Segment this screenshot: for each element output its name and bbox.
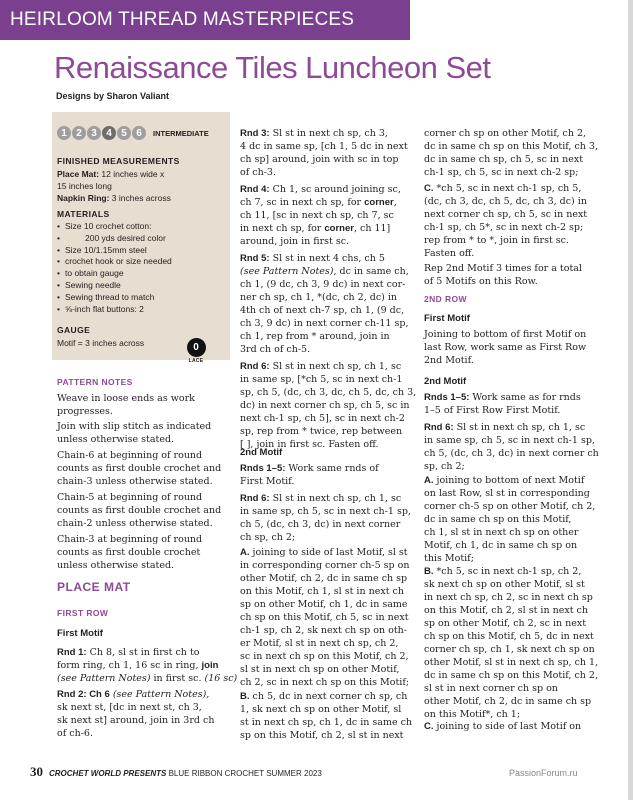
text-line: st in next ch sp, ch 1, dc in same ch bbox=[240, 717, 413, 728]
text-line: sp, ch 2; bbox=[424, 461, 465, 472]
list-item: • 200 yds desired color bbox=[57, 233, 227, 245]
text-line: in same sp, ch 5, sc in next ch-1 sp, bbox=[424, 435, 595, 446]
text-line: C. joining to side of last Motif on bbox=[424, 721, 582, 732]
note-line: counts as first double crochet bbox=[57, 547, 201, 558]
header-banner bbox=[0, 0, 410, 40]
first-motif-heading-2: First Motif bbox=[424, 313, 470, 324]
second-row-heading: 2ND ROW bbox=[424, 294, 467, 304]
text-line: Motif, ch 1, dc in same ch sp on bbox=[424, 540, 578, 551]
note-line: Chain-6 at beginning of round bbox=[57, 450, 203, 461]
second-motif-heading: 2nd Motif bbox=[240, 447, 283, 458]
text-line: ch sp] around, join with sc in top bbox=[240, 154, 399, 165]
level-label: INTERMEDIATE bbox=[153, 128, 209, 138]
text-line: in same sp, ch 5, sc in next ch-1 sp, bbox=[240, 506, 411, 517]
text-line: C. *ch 5, sc in next ch-1 sp, ch 5, bbox=[424, 183, 582, 194]
note-line: chain-2 unless otherwise stated. bbox=[57, 518, 213, 529]
text-line: this Motif; bbox=[424, 553, 474, 564]
text-line: er Motif, sl st in next ch sp, ch 2, bbox=[240, 638, 399, 649]
list-item: • Sewing needle bbox=[57, 280, 227, 292]
list-item: • Size 10 crochet cotton: bbox=[57, 221, 227, 233]
text-line: ch 11, [sc in next ch sp, ch 7, sc bbox=[240, 210, 394, 221]
rnd2-line: Rnd 2: Ch 6 (see Pattern Notes), bbox=[57, 689, 210, 700]
text-line: Rnd 6: Sl st in next ch sp, ch 1, sc bbox=[424, 422, 586, 433]
text-line: Fasten off. bbox=[424, 248, 475, 259]
text-line: sl st in next ch sp on other Motif, bbox=[240, 664, 400, 675]
text-line: ch 2, sc in next ch sp on this Motif; bbox=[240, 677, 410, 688]
gauge-value: Motif = 3 inches across bbox=[57, 338, 145, 348]
note-line: progresses. bbox=[57, 406, 113, 417]
text-line: Rnd 3: Sl st in next ch sp, ch 3, bbox=[240, 128, 388, 139]
text-line: sp, rep from * twice, rep between bbox=[240, 426, 403, 437]
banner-title: HEIRLOOM THREAD MASTERPIECES bbox=[10, 9, 355, 30]
page-number: 30 bbox=[30, 764, 43, 779]
rnd2-line: sk next st, [dc in next st, ch 3, bbox=[57, 702, 202, 713]
text-line: ch sp on this Motif, ch 5, dc in next bbox=[424, 631, 594, 642]
text-line: 1, sk next ch sp on other Motif, sl bbox=[240, 704, 402, 715]
first-row-heading: FIRST ROW bbox=[57, 608, 109, 618]
issue-name: BLUE RIBBON CROCHET SUMMER 2023 bbox=[166, 769, 322, 778]
level-6-icon: 6 bbox=[132, 126, 146, 140]
text-line: ch 1, rep from * around, join in bbox=[240, 331, 390, 342]
text-line: sl st in next corner ch sp on bbox=[424, 683, 558, 694]
rnd2-line: of ch-6. bbox=[57, 728, 93, 739]
page-title: Renaissance Tiles Luncheon Set bbox=[54, 50, 491, 85]
text-line: Rnds 1–5: Work same rnds of bbox=[240, 463, 379, 474]
text-line: First Motif. bbox=[240, 476, 295, 487]
text-line: sp on other Motif, ch 2, sc in next bbox=[424, 618, 587, 629]
place-mat-heading: PLACE MAT bbox=[57, 580, 131, 594]
text-line: in next ch sp, ch 2, sc in next ch sp bbox=[424, 592, 593, 603]
text-line: ch 5, (dc, ch 3, dc) in next corner ch bbox=[424, 448, 599, 459]
first-motif-heading: First Motif bbox=[57, 628, 103, 639]
text-line: sp, ch 5, (dc, ch 3, dc, ch 5, dc, ch 3, bbox=[240, 387, 417, 398]
list-item: • to obtain gauge bbox=[57, 268, 227, 280]
text-line: 4th ch of next ch-7 sp, ch 1, (9 dc, bbox=[240, 305, 405, 316]
text-line: other Motif, ch 2, dc in same ch sp bbox=[424, 696, 592, 707]
text-line: B. ch 5, dc in next corner ch sp, ch bbox=[240, 691, 408, 702]
text-line: in next ch sp, for corner, ch 11] bbox=[240, 223, 391, 234]
text-line: (dc, ch 3, dc, ch 5, dc, ch 3, dc) in bbox=[424, 196, 587, 207]
text-line: on this Motif, ch 1, sl st in next ch bbox=[240, 586, 404, 597]
note-line: Weave in loose ends as work bbox=[57, 393, 195, 404]
note-line: Chain-5 at beginning of round bbox=[57, 492, 203, 503]
text-line: corner ch sp, ch 1, sk next ch sp on bbox=[424, 644, 595, 655]
text-line: in same sp, [*ch 5, sc in next ch-1 bbox=[240, 374, 403, 385]
text-line: next ch-1 sp, ch 5], sc in next ch-2 bbox=[240, 413, 405, 424]
byline: Designs by Sharon Valiant bbox=[56, 91, 170, 101]
rnd2-line: sk next st] around, join in 3rd ch bbox=[57, 715, 215, 726]
level-1-icon: 1 bbox=[57, 126, 71, 140]
text-line: rep from * to *, join in first sc. bbox=[424, 235, 570, 246]
text-line: corner ch sp on other Motif, ch 2, bbox=[424, 128, 587, 139]
skill-level bbox=[57, 125, 209, 141]
level-4-icon: 4 bbox=[102, 126, 116, 140]
text-line: other Motif, ch 2, dc in same ch sp bbox=[240, 573, 408, 584]
gauge-heading: GAUGE bbox=[57, 325, 91, 335]
note-line: chain-3 unless otherwise stated. bbox=[57, 476, 213, 487]
list-item: • Sewing thread to match bbox=[57, 292, 227, 304]
text-line: dc in same ch sp on this Motif, bbox=[424, 514, 572, 525]
text-line: around, join in first sc. bbox=[240, 236, 350, 247]
note-line: Chain-3 at beginning of round bbox=[57, 534, 203, 545]
text-line: of 5 Motifs on this Row. bbox=[424, 276, 538, 287]
note-line: unless otherwise stated. bbox=[57, 434, 175, 445]
text-line: sk next ch sp on other Motif, sl st bbox=[424, 579, 585, 590]
text-line: ch 5, (dc, ch 3, dc) in next corner bbox=[240, 519, 401, 530]
text-line: dc in same ch sp on this Motif, ch 3, bbox=[424, 141, 598, 152]
pattern-notes-heading: PATTERN NOTES bbox=[57, 377, 133, 387]
text-line: A. joining to bottom of next Motif bbox=[424, 475, 585, 486]
second-motif-heading-2: 2nd Motif bbox=[424, 376, 467, 387]
text-line: corner ch-5 sp on other Motif, ch 2, bbox=[424, 501, 596, 512]
text-line: ch-1 sp, ch 2, sk next ch sp on oth- bbox=[240, 625, 407, 636]
text-line: (see Pattern Notes), dc in same ch, bbox=[240, 266, 409, 277]
text-line: last Row, work same as First Row bbox=[424, 342, 587, 353]
text-line: ner ch sp, ch 1, *(dc, ch 2, dc) in bbox=[240, 292, 398, 303]
place-mat-size: Place Mat: 12 inches wide x bbox=[57, 169, 165, 179]
page-edge bbox=[628, 0, 633, 800]
publication-name: CROCHET WORLD PRESENTS bbox=[49, 769, 167, 778]
note-line: Join with slip stitch as indicated bbox=[57, 421, 212, 432]
rnd1-line: Rnd 1: Ch 8, sl st in first ch to bbox=[57, 647, 200, 658]
text-line: Joining to bottom of first Motif on bbox=[424, 329, 587, 340]
text-line: next corner ch sp, ch 5, sc in next bbox=[424, 209, 588, 220]
list-item: • ⅝-inch flat buttons: 2 bbox=[57, 304, 227, 316]
text-line: on this Motif, ch 2, sl st in next ch bbox=[424, 605, 588, 616]
text-line: on last Row, sl st in corresponding bbox=[424, 488, 590, 499]
level-5-icon: 5 bbox=[117, 126, 131, 140]
rnd1-line: (see Pattern Notes) in first sc. (16 sc) bbox=[57, 673, 238, 684]
text-line: 2nd Motif. bbox=[424, 355, 474, 366]
text-line: B. *ch 5, sc in next ch-1 sp, ch 2, bbox=[424, 566, 582, 577]
text-line: dc in same ch sp, ch 5, sc in next bbox=[424, 154, 584, 165]
list-item: • crochet hook or size needed bbox=[57, 256, 227, 268]
watermark: PassionForum.ru bbox=[509, 768, 578, 778]
text-line: ch sp on this Motif, ch 5, sc in next bbox=[240, 612, 409, 623]
text-line: on this Motif*, ch 1; bbox=[424, 709, 521, 720]
napkin-ring-size: Napkin Ring: 3 inches across bbox=[57, 193, 171, 203]
text-line: ch 7, sc in next ch sp, for corner, bbox=[240, 197, 397, 208]
page-footer bbox=[30, 764, 322, 780]
text-line: Rnds 1–5: Work same as for rnds bbox=[424, 392, 581, 403]
text-line: 1–5 of First Row First Motif. bbox=[424, 405, 561, 416]
text-line: of ch-3. bbox=[240, 167, 276, 178]
level-2-icon: 2 bbox=[72, 126, 86, 140]
level-3-icon: 3 bbox=[87, 126, 101, 140]
rnd1-line: form ring, ch 1, 16 sc in ring, join bbox=[57, 660, 219, 671]
text-line: Rnd 5: Sl st in next 4 chs, ch 5 bbox=[240, 253, 385, 264]
text-line: sp on other Motif, ch 1, dc in same bbox=[240, 599, 408, 610]
note-line: counts as first double crochet and bbox=[57, 463, 222, 474]
text-line: dc in same ch sp on this Motif, ch 2, bbox=[424, 670, 598, 681]
text-line: ch 3, 9 dc) in next corner ch-11 sp, bbox=[240, 318, 409, 329]
text-line: sc in next ch sp on this Motif, ch 2, bbox=[240, 651, 409, 662]
text-line: 4 dc in same sp, [ch 1, 5 dc in next bbox=[240, 141, 408, 152]
text-line: ch-1 sp, ch 5*, sc in next ch-2 sp; bbox=[424, 222, 584, 233]
text-line: [ ], join in first sc. Fasten off. bbox=[240, 439, 379, 450]
text-line: sp on this Motif, ch 2, sl st in next bbox=[240, 730, 404, 741]
text-line: ch 1, (9 dc, ch 3, 9 dc) in next cor- bbox=[240, 279, 406, 290]
text-line: in corresponding corner ch-5 sp on bbox=[240, 560, 410, 571]
text-line: Rnd 6: Sl st in next ch sp, ch 1, sc bbox=[240, 493, 402, 504]
text-line: ch-1 sp, ch 5, sc in next ch-2 sp; bbox=[424, 167, 579, 178]
text-line: ch sp, ch 2; bbox=[240, 532, 296, 543]
note-line: counts as first double crochet and bbox=[57, 505, 222, 516]
finished-heading: FINISHED MEASUREMENTS bbox=[57, 156, 180, 166]
materials-heading: MATERIALS bbox=[57, 209, 110, 219]
text-line: Rnd 6: Sl st in next ch sp, ch 1, sc bbox=[240, 361, 402, 372]
text-line: 3rd ch of ch-5. bbox=[240, 344, 311, 355]
materials-list bbox=[57, 221, 227, 315]
text-line: Rnd 4: Ch 1, sc around joining sc, bbox=[240, 184, 401, 195]
text-line: Rep 2nd Motif 3 times for a total bbox=[424, 263, 582, 274]
text-line: ch 1, sl st in next ch sp on other bbox=[424, 527, 579, 538]
lace-weight-icon: 0 LACE bbox=[185, 338, 207, 364]
text-line: other Motif, sl st in next ch sp, ch 1, bbox=[424, 657, 599, 668]
text-line: A. joining to side of last Motif, sl st bbox=[240, 547, 408, 558]
list-item: • Size 10/1.15mm steel bbox=[57, 245, 227, 257]
note-line: unless otherwise stated. bbox=[57, 560, 175, 571]
place-mat-size-2: 15 inches long bbox=[57, 181, 112, 191]
text-line: dc) in next corner ch sp, ch 5, sc in bbox=[240, 400, 410, 411]
